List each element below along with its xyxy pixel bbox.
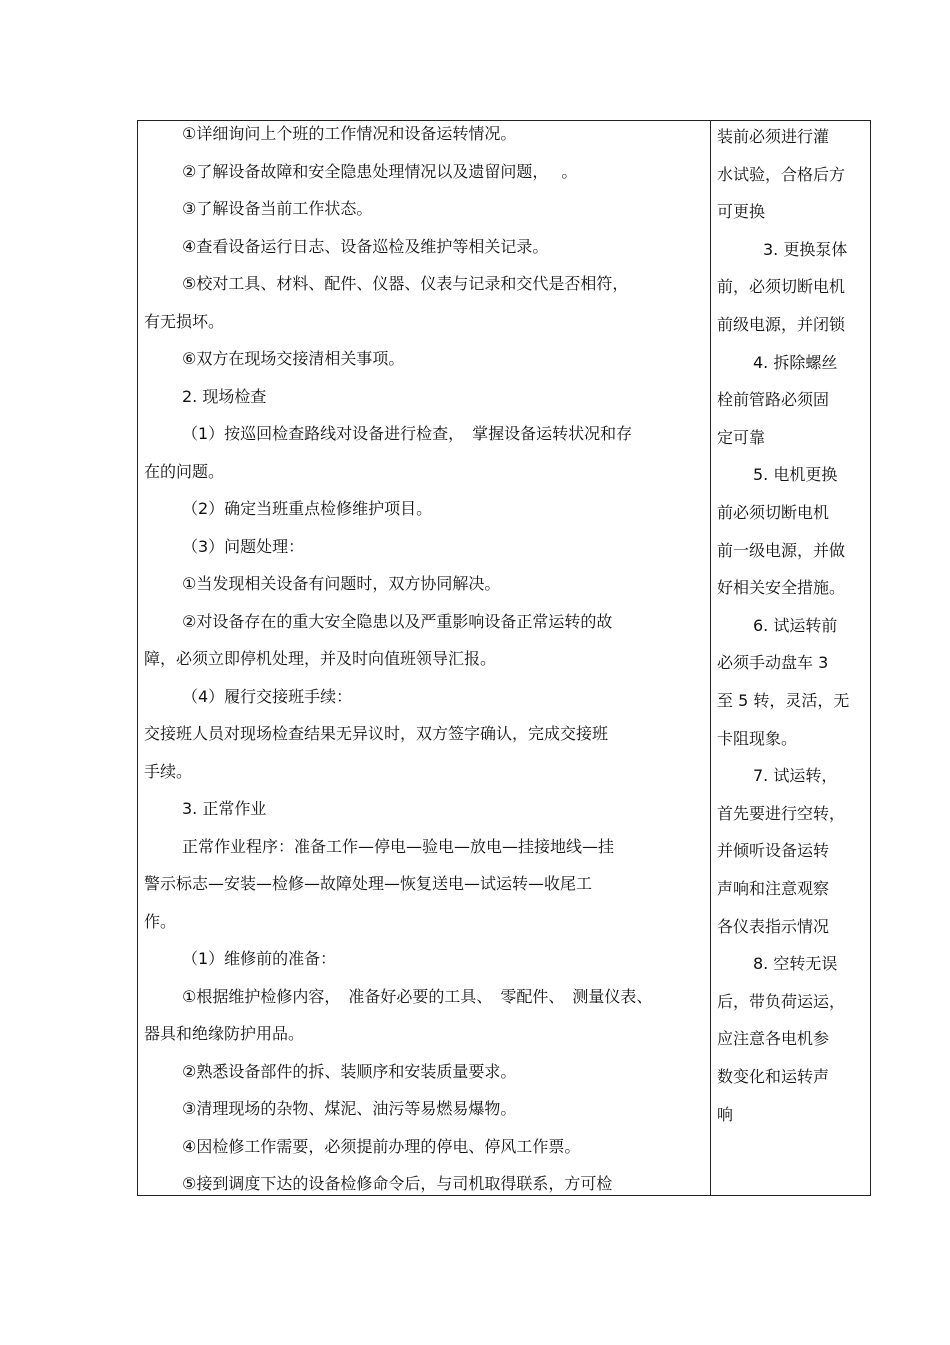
main-text-line: （1）按巡回检查路线对设备进行检查， 掌握设备运转状况和存: [182, 424, 633, 443]
main-text-line: （4）履行交接班手续：: [182, 686, 353, 706]
main-text-line: 作。: [144, 911, 177, 931]
side-column: [711, 121, 870, 1195]
content-table: [137, 120, 871, 1196]
side-text-line: 定可靠: [717, 427, 766, 447]
main-text-line: ⑤校对工具、材料、配件、仪器、仪表与记录和交代是否相符，: [182, 274, 629, 293]
main-text-line: （1）维修前的准备：: [182, 949, 337, 968]
side-text-line: 前，必须切断电机: [717, 277, 846, 297]
main-text-line: ②了解设备故障和安全隐患处理情况以及遗留问题， 。: [182, 161, 578, 181]
side-text-line: 声响和注意观察: [717, 879, 830, 898]
side-text-line: 前一级电源，并做: [717, 540, 846, 560]
side-text-line: 首先要进行空转，: [717, 803, 846, 823]
side-text-line: 后，带负荷运运，: [717, 991, 846, 1011]
side-text-line: 4. 拆除螺丝: [753, 352, 838, 372]
main-text-line: ①根据维护检修内容， 准备好必要的工具、 零配件、 测量仪表、: [182, 986, 653, 1006]
side-text-line: 响: [717, 1104, 734, 1124]
side-text-line: 卡阻现象。: [717, 728, 798, 748]
main-text-line: ③了解设备当前工作状态。: [182, 199, 373, 218]
main-text-line: ③清理现场的杂物、煤泥、油污等易燃易爆物。: [182, 1099, 517, 1118]
side-text-line: 8. 空转无误: [753, 954, 838, 974]
side-text-line: 应注意各电机参: [717, 1029, 830, 1049]
main-text-line: ①详细询问上个班的工作情况和设备运转情况。: [182, 124, 517, 143]
main-text-line: 交接班人员对现场检查结果无异议时，双方签字确认，完成交接班: [144, 724, 609, 743]
main-text-line: 2. 现场检查: [182, 386, 267, 406]
main-text-line: ⑤接到调度下达的设备检修命令后，与司机取得联系，方可检: [182, 1174, 613, 1193]
side-text-line: 可更换: [717, 202, 766, 222]
side-text-line: 好相关安全措施。: [717, 578, 846, 598]
side-text-line: 各仪表指示情况: [717, 916, 830, 936]
side-text-line: 7. 试运转，: [753, 766, 838, 786]
main-text-line: 3. 正常作业: [182, 799, 267, 818]
main-text-line: ②熟悉设备部件的拆、装顺序和安装质量要求。: [182, 1061, 517, 1081]
side-text-line: 3. 更换泵体: [763, 239, 848, 259]
main-text-line: 正常作业程序：准备工作—停电—验电—放电—挂接地线—挂: [182, 836, 615, 856]
side-text-line: 数变化和运转声: [717, 1067, 830, 1086]
main-text-line: 手续。: [144, 761, 193, 781]
side-text-line: 栓前管路必须固: [717, 390, 830, 410]
main-text-line: ④查看设备运行日志、设备巡检及维护等相关记录。: [182, 236, 549, 256]
main-text-line: （2）确定当班重点检修维护项目。: [182, 499, 433, 518]
main-text-line: ④因检修工作需要，必须提前办理的停电、停风工作票。: [182, 1136, 581, 1156]
side-text-line: 5. 电机更换: [753, 465, 838, 485]
side-text-line: 装前必须进行灌: [717, 127, 830, 146]
main-text-line: ⑥双方在现场交接清相关事项。: [182, 349, 405, 368]
main-text-line: 障，必须立即停机处理，并及时向值班领导汇报。: [144, 649, 497, 668]
main-text-line: 警示标志—安装—检修—故障处理—恢复送电—试运转—收尾工: [144, 874, 593, 893]
main-text-line: ①当发现相关设备有问题时，双方协同解决。: [182, 574, 501, 593]
side-text-line: 至 5 转，灵活，无: [717, 691, 850, 710]
main-column: [138, 121, 710, 1195]
side-text-line: 前必须切断电机: [717, 503, 830, 522]
side-text-line: 水试验，合格后方: [717, 164, 846, 184]
main-text-line: ②对设备存在的重大安全隐患以及严重影响设备正常运转的故: [182, 611, 613, 631]
main-text-line: 有无损坏。: [144, 311, 225, 331]
side-text-line: 必须手动盘车 3: [717, 653, 829, 673]
side-text-line: 并倾听设备运转: [717, 841, 830, 861]
main-text-line: 器具和绝缘防护用品。: [144, 1024, 305, 1043]
main-text-line: （3）问题处理：: [182, 536, 305, 556]
side-text-line: 前级电源，并闭锁: [717, 315, 846, 334]
side-text-line: 6. 试运转前: [753, 615, 838, 635]
main-text-line: 在的问题。: [144, 461, 225, 481]
